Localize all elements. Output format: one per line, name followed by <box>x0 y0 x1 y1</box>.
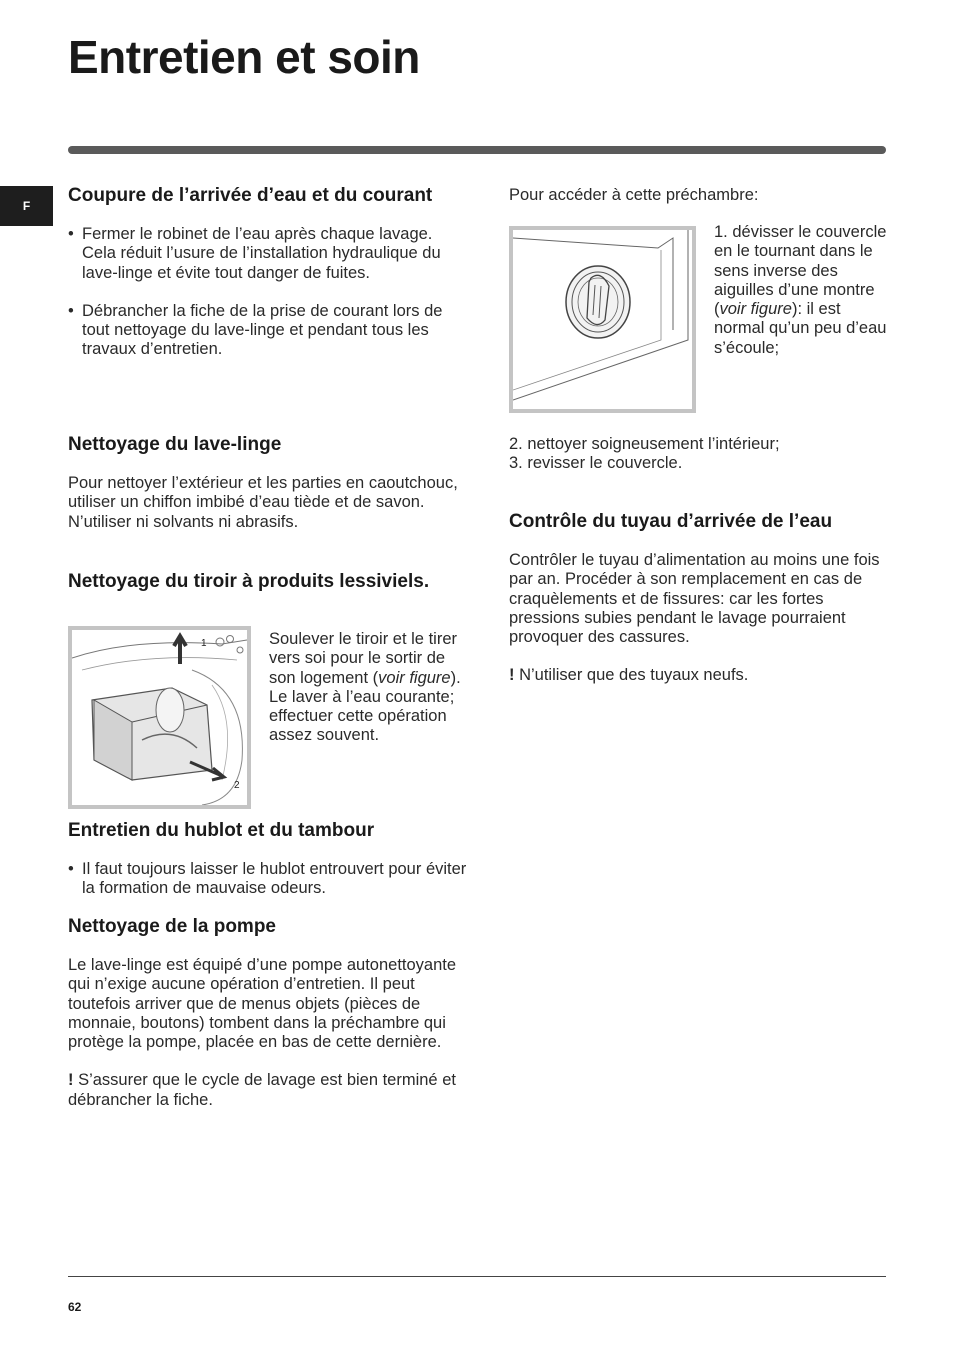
language-tab: F <box>0 186 53 226</box>
warning-note: ! S’assurer que le cycle de lavage est bien terminé et débrancher la fiche. <box>68 1071 456 1109</box>
heading-drawer: Nettoyage du tiroir à produits lessiviels. <box>68 571 430 592</box>
list-item: • Il faut toujours laisser le hublot entrouvert pour éviter la formation de mauvaise odeurs. <box>68 860 468 899</box>
paragraph: Le laver à l’eau courante; effectuer cette opération assez souvent. <box>269 687 455 745</box>
heading-hose: Contrôle du tuyau d’arrivée de l’eau <box>509 511 833 532</box>
right-column <box>509 186 889 685</box>
drawer-text <box>269 630 464 746</box>
list-item: • Fermer le robinet de l’eau après chaque lavage. Cela réduit l’usure de l’installation hydraulique du lave-linge et évite tout danger de fuites. <box>68 225 448 283</box>
paragraph: Pour nettoyer l’extérieur et les parties en caoutchouc, utiliser un chiffon imbibé d’eau tiède et de savon. N’utiliser ni solvants ni abrasifs. <box>68 474 458 531</box>
intro-text: Pour accéder à cette préchambre: <box>509 186 759 204</box>
pump-cover-figure <box>509 226 696 413</box>
list-item: • Débrancher la fiche de la prise de courant lors de tout nettoyage du lave-linge et pendant tous les travaux d’entretien. <box>68 302 448 360</box>
paragraph: 1. dévisser le couvercle en le tournant dans le sens inverse des aiguilles d’une montre (voir figure): il est normal qu’un peu d’eau s’écoule; <box>714 223 887 357</box>
section-drawer <box>68 572 468 591</box>
drawer-figure <box>68 626 251 809</box>
section-door-drum <box>68 821 468 899</box>
warning-icon: ! <box>68 1071 74 1090</box>
section-water-power <box>68 186 448 360</box>
list-item: 2. nettoyer soigneusement l’intérieur; <box>509 435 780 453</box>
paragraph: Contrôler le tuyau d’alimentation au moins une fois par an. Procéder à son remplacement en cas de craquèlements et de fissures: car les fortes pressions subies pendant le lavage pourraient provoquer des cassures. <box>509 551 880 647</box>
list-item: 3. revisser le couvercle. <box>509 454 683 473</box>
page-title: Entretien et soin <box>68 31 420 83</box>
warning-note: ! N’utiliser que des tuyaux neufs. <box>509 666 749 685</box>
heading-washer-cleaning: Nettoyage du lave-linge <box>68 434 282 455</box>
warning-icon: ! <box>509 666 515 685</box>
paragraph: Le lave-linge est équipé d’une pompe autonettoyante qui n’exige aucune opération d’entretien. Il peut toutefois arriver que de menus objets (pièces de monnaie, boutons) tombent dans la préchambre qui protège la pompe, placée en bas de cette dernière. <box>68 956 457 1052</box>
pump-cover-illustration <box>513 230 692 409</box>
bullet-list <box>68 225 448 360</box>
figure-label-2: 2 <box>234 780 240 791</box>
page-number: 62 <box>68 1300 82 1314</box>
heading-pump: Nettoyage de la pompe <box>68 916 276 937</box>
bullet-list <box>68 860 468 899</box>
step-1-text <box>714 223 894 358</box>
section-washer-cleaning <box>68 435 463 532</box>
heading-door-drum: Entretien du hublot et du tambour <box>68 820 375 841</box>
drawer-illustration <box>72 630 247 805</box>
steps-2-3 <box>509 435 889 474</box>
heading-water-power: Coupure de l’arrivée d’eau et du courant <box>68 185 433 206</box>
title-rule <box>68 146 886 154</box>
paragraph: Soulever le tiroir et le tirer vers soi pour le sortir de son logement (voir figure). <box>269 630 461 687</box>
section-pump <box>68 917 460 1110</box>
footer-rule <box>68 1276 886 1277</box>
section-hose <box>509 512 889 686</box>
figure-label-1: 1 <box>201 638 207 649</box>
